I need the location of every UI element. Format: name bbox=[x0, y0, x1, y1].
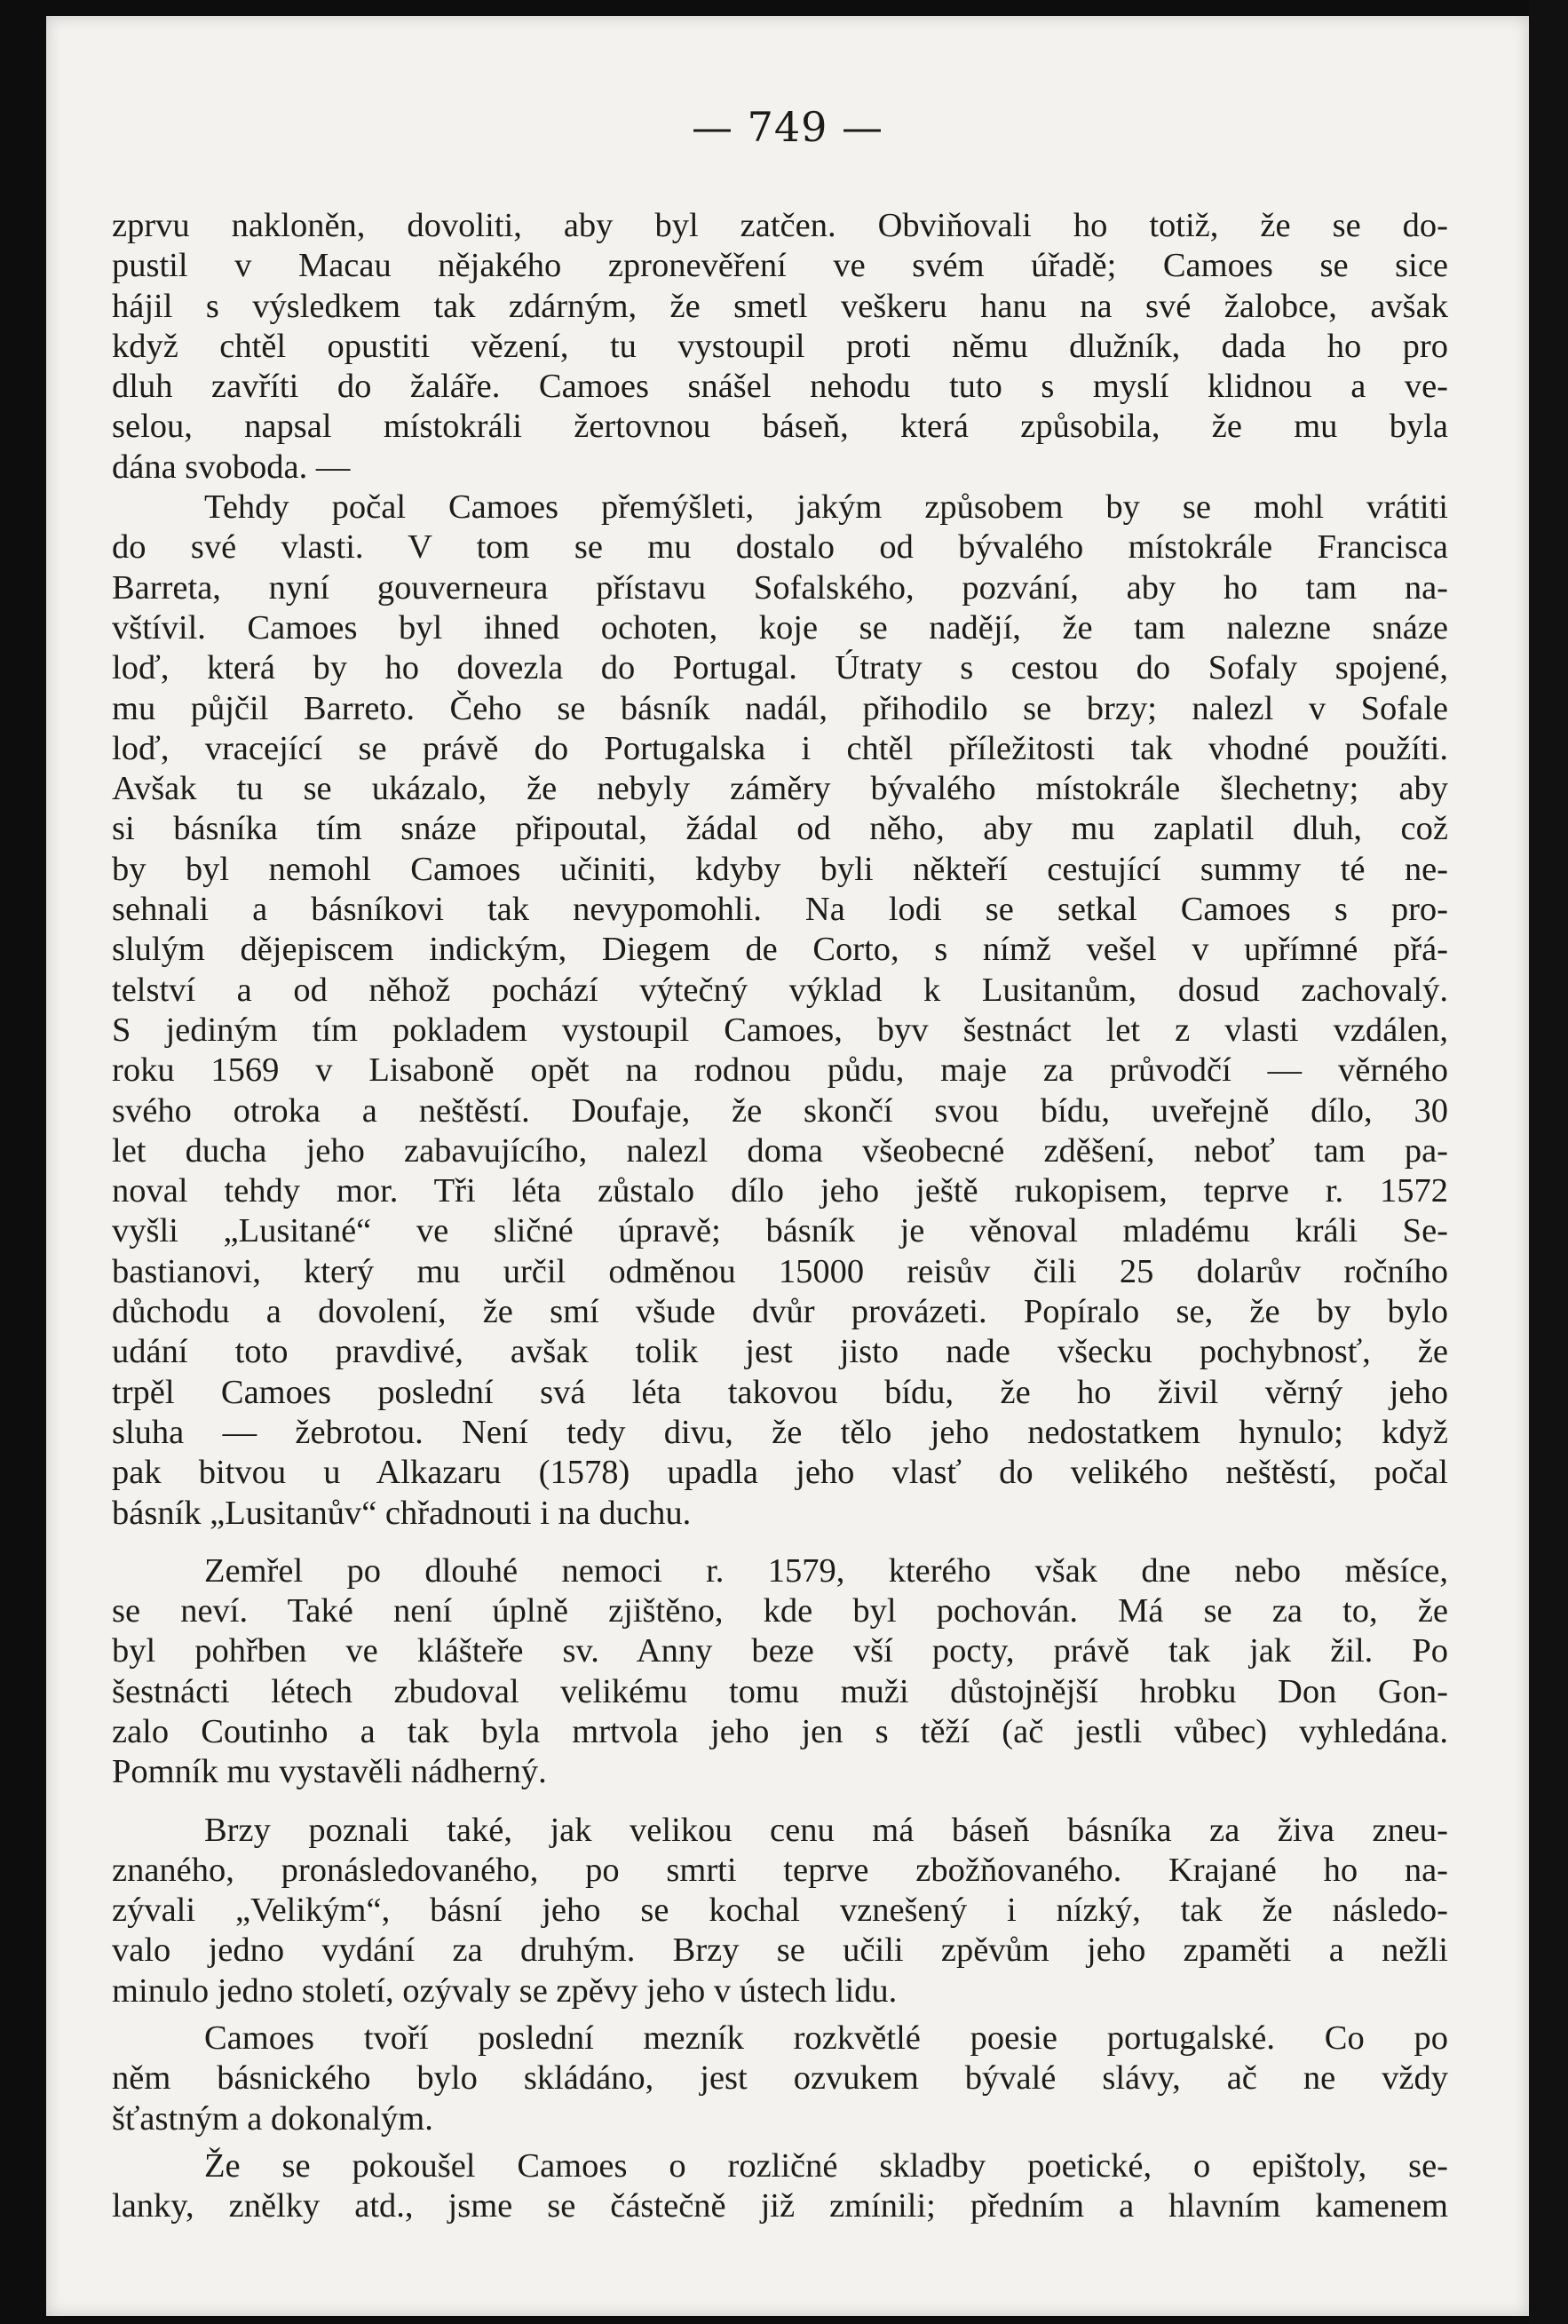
text-line: šťastným a dokonalým. bbox=[112, 2099, 433, 2138]
text-line: do své vlasti. V tom se mu dostalo od bývalého místokrále Francisca bbox=[112, 528, 1448, 567]
paragraph-6 bbox=[112, 2146, 1448, 2227]
text-line: něm básnického bylo skládáno, jest ozvukem bývalé slávy, ač ne vždy bbox=[112, 2059, 1448, 2098]
scan-edge bbox=[1529, 0, 1568, 2324]
paragraph-3 bbox=[112, 1551, 1448, 1793]
text-line: bastianovi, který mu určil odměnou 15000 reisův čili 25 dolarův ročního bbox=[112, 1252, 1448, 1290]
text-line: slulým dějepiscem indickým, Diegem de Corto, s nímž vešel v upřímné přá- bbox=[112, 931, 1448, 969]
book-page bbox=[46, 16, 1529, 2316]
text-line: let ducha jeho zabavujícího, nalezl doma všeobecné zděšení, neboť tam pa- bbox=[112, 1131, 1448, 1170]
text-line: zalo Coutinho a tak byla mrtvola jeho jen s těží (ač jestli vůbec) vyhledána. bbox=[112, 1712, 1448, 1750]
text-line: noval tehdy mor. Tři léta zůstalo dílo jeho ještě rukopisem, teprve r. 1572 bbox=[112, 1172, 1448, 1210]
text-line: zývali „Velikým“, básní jeho se kochal vznešený i nízký, tak že následo- bbox=[112, 1892, 1448, 1930]
text-line: když chtěl opustiti vězení, tu vystoupil proti němu dlužník, dada ho pro bbox=[112, 327, 1448, 365]
text-line: pustil v Macau nějakého zpronevěření ve svém úřadě; Camoes se sice bbox=[112, 247, 1448, 285]
page-number: — 749 — bbox=[691, 103, 884, 151]
text-line: udání toto pravdivé, avšak tolik jest jisto nade všecku pochybnosť, že bbox=[112, 1333, 1448, 1371]
paragraph-1 bbox=[112, 206, 1448, 488]
text-line: telství a od něhož pochází výtečný výklad k Lusitanům, dosud zachovalý. bbox=[112, 971, 1448, 1009]
text-line: dána svoboda. — bbox=[112, 448, 351, 486]
text-line: pak bitvou u Alkazaru (1578) upadla jeho vlasť do velikého neštěstí, počal bbox=[112, 1454, 1448, 1492]
text-line: lanky, znělky atd., jsme se částečně již zmínili; předním a hlavním kamenem bbox=[112, 2187, 1448, 2225]
paragraph-5 bbox=[112, 2019, 1448, 2139]
text-line: dluh zavříti do žaláře. Camoes snášel nehodu tuto s myslí klidnou a ve- bbox=[112, 368, 1448, 406]
text-line: se neví. Také není úplně zjištěno, kde byl pochován. Má se za to, že bbox=[112, 1592, 1448, 1630]
text-line: minulo jedno století, ozývaly se zpěvy jeho v ústech lidu. bbox=[112, 1971, 898, 2010]
text-line: byl pohřben ve klášteře sv. Anny beze vší pocty, právě tak jak žil. Po bbox=[112, 1632, 1448, 1670]
text-line: Zemřel po dlouhé nemoci r. 1579, kterého však dne nebo měsíce, bbox=[204, 1551, 1448, 1590]
text-line: mu půjčil Barreto. Čeho se básník nadál, přihodilo se brzy; nalezl v Sofale bbox=[112, 689, 1448, 727]
text-line: sehnali a básníkovi tak nevypomohli. Na lodi se setkal Camoes s pro- bbox=[112, 891, 1448, 929]
text-line: Že se pokoušel Camoes o rozličné skladby poetické, o epištoly, se- bbox=[204, 2146, 1448, 2185]
text-line: S jediným tím pokladem vystoupil Camoes, byv šestnáct let z vlasti vzdálen, bbox=[112, 1011, 1448, 1049]
text-line: Barreta, nyní gouverneura přístavu Sofalského, pozvání, aby ho tam na- bbox=[112, 568, 1448, 607]
text-line: vyšli „Lusitané“ ve sličné úpravě; básník je věnoval mladému králi Se- bbox=[112, 1212, 1448, 1250]
text-line: znaného, pronásledovaného, po smrti teprve zbožňovaného. Krajané ho na- bbox=[112, 1851, 1448, 1889]
text-line: Avšak tu se ukázalo, že nebyly záměry bývalého místokrále šlechetny; aby bbox=[112, 770, 1448, 808]
text-line: Tehdy počal Camoes přemýšleti, jakým způsobem by se mohl vrátiti bbox=[204, 488, 1448, 527]
text-line: vštívil. Camoes byl ihned ochoten, koje se nadějí, že tam nalezne snáze bbox=[112, 608, 1448, 646]
text-line: roku 1569 v Lisaboně opět na rodnou půdu, maje za průvodčí — věrného bbox=[112, 1051, 1448, 1090]
text-line: selou, napsal místokráli žertovnou báseň, která způsobila, že mu byla bbox=[112, 408, 1448, 446]
text-line: trpěl Camoes poslední svá léta takovou bídu, že ho živil věrný jeho bbox=[112, 1373, 1448, 1411]
paragraph-2 bbox=[112, 488, 1448, 1534]
body-text bbox=[112, 206, 1448, 2227]
text-line: Pomník mu vystavěli nádherný. bbox=[112, 1753, 547, 1791]
text-line: Brzy poznali také, jak velikou cenu má báseň básníka za živa zneu- bbox=[204, 1811, 1448, 1849]
text-line: svého otroka a neštěstí. Doufaje, že skončí svou bídu, uveřejně dílo, 30 bbox=[112, 1091, 1448, 1130]
text-line: hájil s výsledkem tak zdárným, že smetl veškeru hanu na své žalobce, avšak bbox=[112, 287, 1448, 325]
text-line: Camoes tvoří poslední mezník rozkvětlé poesie portugalské. Co po bbox=[204, 2019, 1448, 2058]
paragraph-4 bbox=[112, 1811, 1448, 2011]
text-line: si básníka tím snáze připoutal, žádal od něho, aby mu zaplatil dluh, což bbox=[112, 810, 1448, 848]
text-line: sluha — žebrotou. Není tedy divu, že tělo jeho nedostatkem hynulo; když bbox=[112, 1413, 1448, 1451]
text-line: loď, vracející se právě do Portugalska i chtěl příležitosti tak vhodné použíti. bbox=[112, 729, 1448, 767]
text-line: básník „Lusitanův“ chřadnouti i na duchu. bbox=[112, 1494, 692, 1532]
text-line: zprvu nakloněn, dovoliti, aby byl zatčen. Obviňovali ho totiž, že se do- bbox=[112, 207, 1448, 244]
text-line: důchodu a dovolení, že smí všude dvůr provázeti. Popíralo se, že by bylo bbox=[112, 1293, 1448, 1331]
text-line: by byl nemohl Camoes učiniti, kdyby byli někteří cestující summy té ne- bbox=[112, 850, 1448, 888]
text-line: loď, která by ho dovezla do Portugal. Útraty s cestou do Sofaly spojené, bbox=[112, 649, 1448, 687]
text-line: šestnácti létech zbudoval velikému tomu muži důstojnější hrobku Don Gon- bbox=[112, 1672, 1448, 1710]
text-line: valo jedno vydání za druhým. Brzy se učili zpěvům jeho zpaměti a nežli bbox=[112, 1931, 1448, 1970]
